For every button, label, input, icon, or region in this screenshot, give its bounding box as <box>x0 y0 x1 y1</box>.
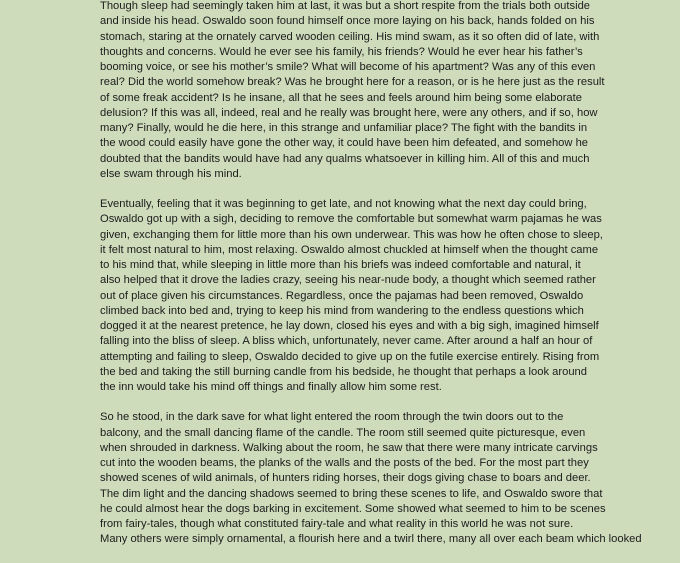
text-line: Many others were simply ornamental, a flourish here and a twirl there, many all over each beam which looked <box>100 533 642 546</box>
text-line: many? Finally, would he die here, in this strange and unfamiliar place? The fight with the bandits in <box>100 122 588 134</box>
text-line: doubted that the bandits would have had any qualms whatsoever in killing him. All of this and much <box>100 152 590 165</box>
text-line: to his mind that, while sleeping in little more than his briefs was indeed comfortable and natural, it <box>100 259 581 271</box>
text-line: Eventually, feeling that it was beginning to get late, and not knowing what the next day could bring, <box>100 198 587 210</box>
text-line: it felt most natural to him, most relaxing. Oswaldo almost chuckled at himself when the thought came <box>100 243 599 256</box>
text-line: So he stood, in the dark save for what light entered the room through the twin doors out to the <box>100 411 564 424</box>
text-line: he could almost hear the dogs barking in excitement. Some showed what seemed to him to be scenes <box>100 502 606 515</box>
text-line: showed scenes of wild animals, of hunters riding horses, their dogs giving chase to boars and deer. <box>100 472 591 485</box>
text-line: the inn would take his mind off things and finally allow him some rest. <box>100 381 442 393</box>
text-line: thoughts and concerns. Would he ever see his family, his friends? Would he ever hear his father’s <box>100 45 583 58</box>
text-line: and inside his head. Oswaldo soon found himself once more laying on his back, hands folded on his <box>100 15 595 28</box>
paragraph <box>100 197 603 395</box>
text-line: falling into the bliss of sleep. A bliss which, unfortunately, never came. After around a half an hour of <box>100 335 593 348</box>
text-line: else swam through his mind. <box>100 167 242 180</box>
text-line: stomach, staring at the ornately carved wooden ceiling. His mind swam, as it so often did of late, with <box>100 30 600 43</box>
text-line: when shrouded in darkness. Walking about the room, he saw that there were many intricate carvings <box>100 441 598 454</box>
text-line: attempting and failing to sleep, Oswaldo decided to give up on the futile exercise entirely. Rising from <box>100 350 600 363</box>
text-line: the wood could easily have gone the other way, it could have been him defeated, and somehow he <box>100 137 589 150</box>
paragraph <box>100 410 642 547</box>
text-line: booming voice, or see his mother’s smile? What will become of his apartment? Was any of this even <box>100 61 596 73</box>
text-line: delusion? If this was all, indeed, real and he really was brought here, were any others, and if so, how <box>100 106 598 119</box>
text-line: from fairy-tales, though what constituted fairy-tale and what reality in this world he was not sure. <box>100 518 574 530</box>
text-line: climbed back into bed and, trying to keep his mind from wandering to the endless questions which <box>100 304 584 317</box>
text-line: Though sleep had seemingly taken him at last, it was but a short respite from the trials both outside <box>100 0 591 12</box>
text-line: cut into the wooden beams, the planks of the walls and the posts of the bed. For the most part they <box>100 457 589 469</box>
text-line: also helped that it drove the ladies crazy, seeing his near-nude body, a thought which seemed rather <box>100 274 596 287</box>
text-line: the bed and taking the still burning candle from his bedside, he thought that perhaps a look around <box>100 365 587 378</box>
text-line: The dim light and the dancing shadows seemed to bring these scenes to life, and Oswaldo swore that <box>100 487 603 500</box>
text-line: given, exchanging them for little more than his own underwear. This was how he often chose to sleep, <box>100 228 603 241</box>
text-line: of some freak accident? Is he insane, all that he sees and feels around him being some elaborate <box>100 91 582 104</box>
body-text <box>100 0 642 563</box>
text-line: balcony, and the small dancing flame of the candle. The room still seemed quite picturesque, even <box>100 426 586 439</box>
text-line: dogged it at the nearest pretence, he lay down, closed his eyes and with a big sigh, imagined himself <box>100 320 599 332</box>
text-line: out of place given his circumstances. Regardless, once the pajamas had been removed, Oswaldo <box>100 289 584 302</box>
text-line: real? Did the world somehow break? Was he brought here for a reason, or is he here just as the result <box>100 76 605 89</box>
paragraph <box>100 0 605 182</box>
text-line: Oswaldo got up with a sigh, deciding to remove the comfortable but somewhat warm pajamas he was <box>100 213 602 226</box>
